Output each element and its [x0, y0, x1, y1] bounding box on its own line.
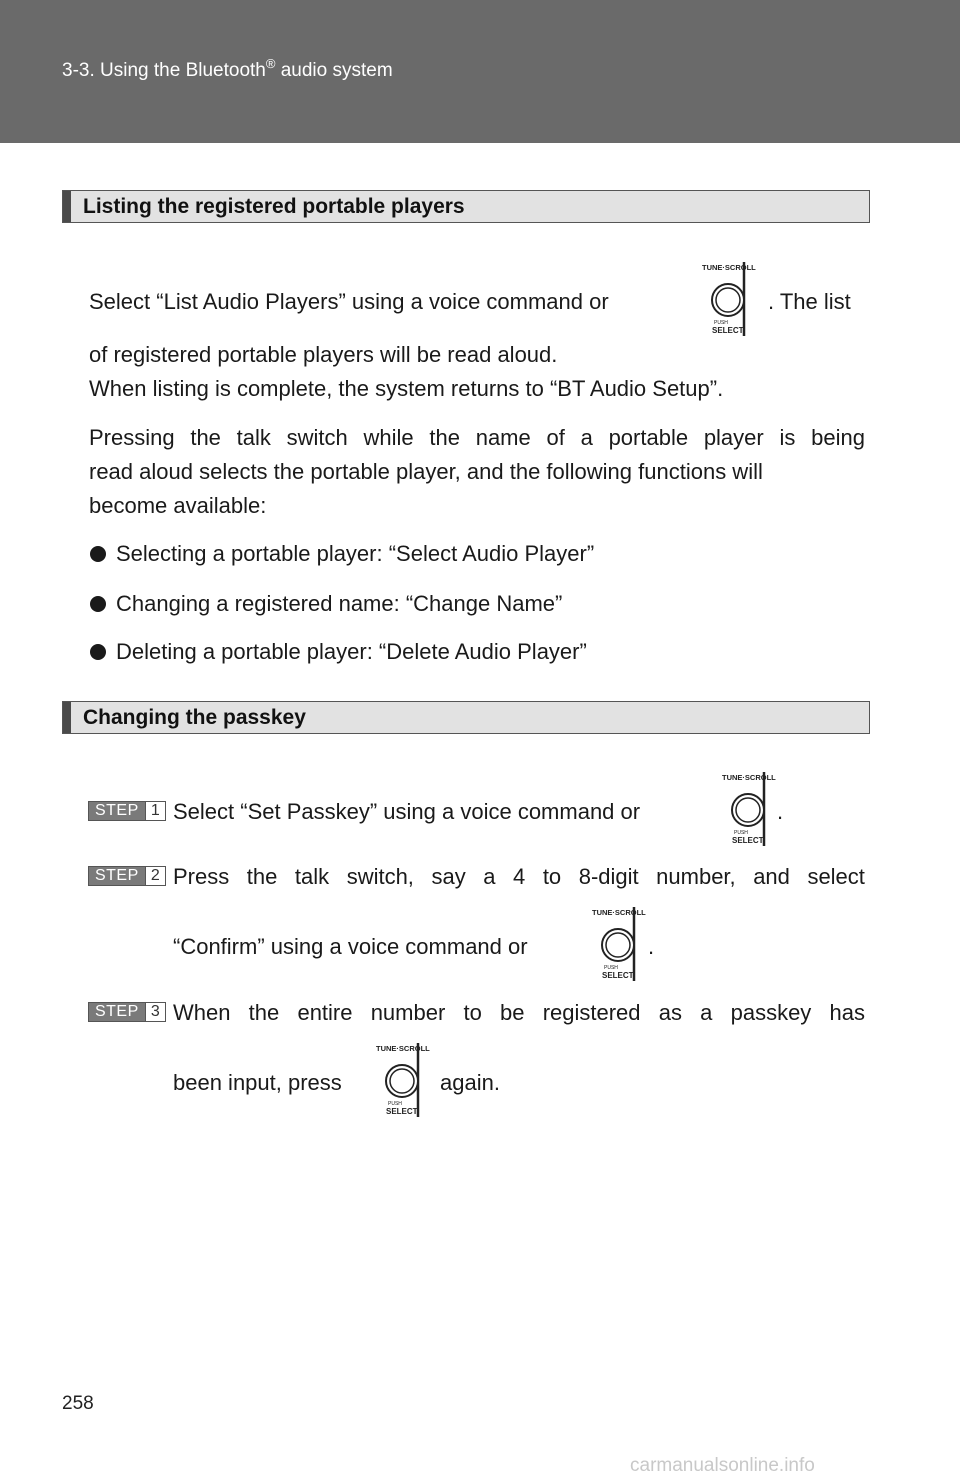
step-1-period: . — [777, 799, 784, 824]
para-list-the-list: . The list — [768, 289, 851, 314]
word: the — [248, 1000, 280, 1025]
section-title-passkey — [62, 701, 870, 734]
bullet-dot-icon — [90, 644, 106, 660]
section-title-text: Changing the passkey — [83, 706, 306, 729]
word: switch, — [346, 864, 414, 889]
svg-text:TUNE·SCROLL: TUNE·SCROLL — [722, 773, 776, 782]
word: say — [431, 864, 466, 889]
word: portable — [608, 425, 689, 450]
para-talk-line-1 — [89, 427, 865, 449]
para-talk-line-2: read aloud selects the portable player, and the following functions will — [89, 459, 763, 484]
word: switch — [286, 425, 348, 450]
svg-text:SELECT: SELECT — [602, 971, 634, 980]
bullet-text: Deleting a portable player: “Delete Audio Player” — [116, 639, 587, 664]
svg-text:TUNE·SCROLL: TUNE·SCROLL — [702, 263, 756, 272]
word: Pressing — [89, 425, 175, 450]
svg-text:PUSH: PUSH — [604, 965, 618, 971]
section-heading-tail: audio system — [275, 60, 393, 81]
word: 8-digit — [578, 864, 639, 889]
para-list-read-aloud: of registered portable players will be read aloud. — [89, 342, 558, 367]
section-title-bar — [63, 191, 71, 222]
tune-scroll-select-knob-icon — [700, 258, 758, 338]
section-heading-text: 3-3. Using the Bluetooth — [62, 60, 266, 81]
bullet-dot-icon — [90, 546, 106, 562]
step-2-line-1 — [173, 866, 865, 888]
svg-text:PUSH: PUSH — [734, 830, 748, 836]
step-3-line-1 — [173, 1002, 865, 1024]
word: name — [475, 425, 531, 450]
step-number: 2 — [145, 867, 165, 885]
word: while — [363, 425, 414, 450]
word: of — [546, 425, 565, 450]
tune-scroll-select-knob-icon — [374, 1039, 432, 1119]
word: be — [500, 1000, 525, 1025]
svg-text:TUNE·SCROLL: TUNE·SCROLL — [376, 1044, 430, 1053]
section-title-bar — [63, 702, 71, 733]
word: has — [829, 1000, 865, 1025]
step-badge-1 — [88, 801, 166, 821]
word: a — [580, 425, 593, 450]
para-list-select: Select “List Audio Players” using a voice command or — [89, 289, 609, 314]
word: talk — [294, 864, 330, 889]
para-talk-line-3: become available: — [89, 493, 267, 518]
word: number, — [656, 864, 736, 889]
bullet-dot-icon — [90, 596, 106, 612]
tune-scroll-select-knob-icon — [590, 903, 648, 983]
svg-text:TUNE·SCROLL: TUNE·SCROLL — [592, 908, 646, 917]
page-number: 258 — [62, 1393, 94, 1414]
word: talk — [236, 425, 271, 450]
word: entire — [297, 1000, 353, 1025]
word: a — [700, 1000, 713, 1025]
page-header — [0, 0, 960, 143]
bullet-item — [90, 543, 594, 565]
registered-mark: ® — [265, 56, 276, 71]
bullet-text: Changing a registered name: “Change Name” — [116, 591, 563, 616]
step-2-period: . — [648, 934, 655, 959]
step-2-confirm: “Confirm” using a voice command or — [173, 934, 528, 959]
word: registered — [542, 1000, 641, 1025]
bullet-text: Selecting a portable player: “Select Audio Player” — [116, 541, 595, 566]
step-badge-2 — [88, 866, 166, 886]
word: When — [173, 1000, 231, 1025]
word: the — [190, 425, 221, 450]
section-title-text: Listing the registered portable players — [83, 195, 465, 218]
step-badge-3 — [88, 1002, 166, 1022]
step-3-again: again. — [440, 1070, 500, 1095]
word: player — [703, 425, 764, 450]
step-number: 3 — [145, 1003, 165, 1021]
step-label: STEP — [89, 802, 145, 820]
svg-text:SELECT: SELECT — [386, 1107, 418, 1116]
step-3-been-input: been input, press — [173, 1070, 342, 1095]
step-1-text: Select “Set Passkey” using a voice command or — [173, 799, 641, 824]
tune-scroll-select-knob-icon — [720, 768, 778, 848]
step-label: STEP — [89, 1003, 145, 1021]
svg-text:SELECT: SELECT — [732, 836, 764, 845]
bullet-item — [90, 641, 587, 663]
word: 4 — [513, 864, 526, 889]
word: being — [811, 425, 865, 450]
word: to — [463, 1000, 482, 1025]
word: select — [807, 864, 865, 889]
section-heading — [62, 56, 393, 82]
word: is — [779, 425, 796, 450]
svg-text:PUSH: PUSH — [714, 320, 728, 326]
word: a — [483, 864, 496, 889]
svg-text:PUSH: PUSH — [388, 1101, 402, 1107]
para-list-complete: When listing is complete, the system returns to “BT Audio Setup”. — [89, 376, 724, 401]
word: the — [429, 425, 460, 450]
watermark: carmanualsonline.info — [630, 1455, 815, 1476]
bullet-item — [90, 593, 562, 615]
section-title-listing — [62, 190, 870, 223]
word: passkey — [730, 1000, 812, 1025]
word: as — [658, 1000, 682, 1025]
step-number: 1 — [145, 802, 165, 820]
word: to — [542, 864, 562, 889]
word: the — [246, 864, 278, 889]
word: number — [370, 1000, 446, 1025]
word: Press — [173, 864, 230, 889]
svg-text:SELECT: SELECT — [712, 326, 744, 335]
step-label: STEP — [89, 867, 145, 885]
word: and — [753, 864, 790, 889]
